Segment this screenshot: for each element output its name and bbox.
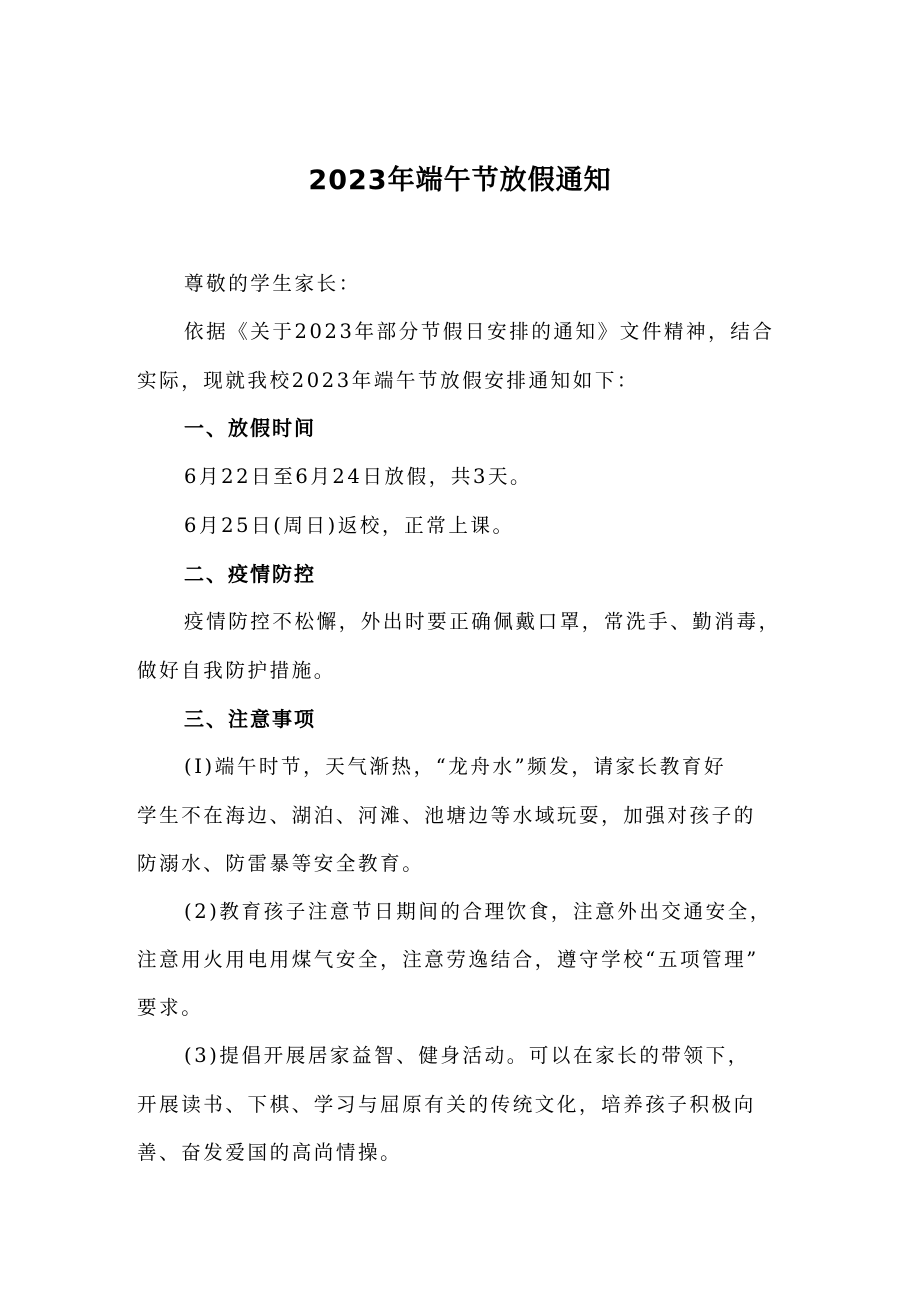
intro-paragraph-line: 实际，现就我校2023年端午节放假安排通知如下： — [137, 369, 640, 392]
note-item-1-line: (I)端午时节，天气渐热，“龙舟水”频发，请家长教育好 — [184, 755, 727, 778]
note-item-3-line: 开展读书、下棋、学习与屈原有关的传统文化，培养孩子积极向 — [137, 1093, 756, 1116]
note-item-2-line: 要求。 — [137, 996, 204, 1019]
section-heading-epidemic-control: 二、疫情防控 — [184, 562, 316, 586]
note-item-3-line: 善、奋发爱国的高尚情操。 — [137, 1141, 403, 1164]
note-item-3-line: (3)提倡开展居家益智、健身活动。可以在家长的带领下， — [184, 1044, 750, 1067]
epidemic-paragraph-line: 做好自我防护措施。 — [137, 659, 336, 682]
section-heading-notes: 三、注意事项 — [184, 707, 316, 731]
holiday-dates-line: 6月22日至6月24日放假，共3天。 — [184, 465, 533, 488]
note-item-1-line: 防溺水、防雷暴等安全教育。 — [137, 852, 425, 875]
section-heading-holiday-time: 一、放假时间 — [184, 416, 316, 440]
document-title: 2023年端午节放假通知 — [308, 165, 612, 196]
note-item-1-line: 学生不在海边、湖泊、河滩、池塘边等水域玩耍，加强对孩子的 — [137, 804, 756, 827]
note-item-2-line: (2)教育孩子注意节日期间的合理饮食，注意外出交通安全， — [184, 900, 772, 923]
note-item-2-line: 注意用火用电用煤气安全，注意劳逸结合，遵守学校“五项管理” — [137, 948, 759, 971]
return-date-line: 6月25日(周日)返校，正常上课。 — [184, 514, 515, 537]
intro-paragraph-line: 依据《关于2023年部分节假日安排的通知》文件精神，结合 — [184, 320, 775, 343]
salutation: 尊敬的学生家长： — [184, 272, 361, 295]
epidemic-paragraph-line: 疫情防控不松懈，外出时要正确佩戴口罩，常洗手、勤消毒， — [184, 610, 781, 633]
